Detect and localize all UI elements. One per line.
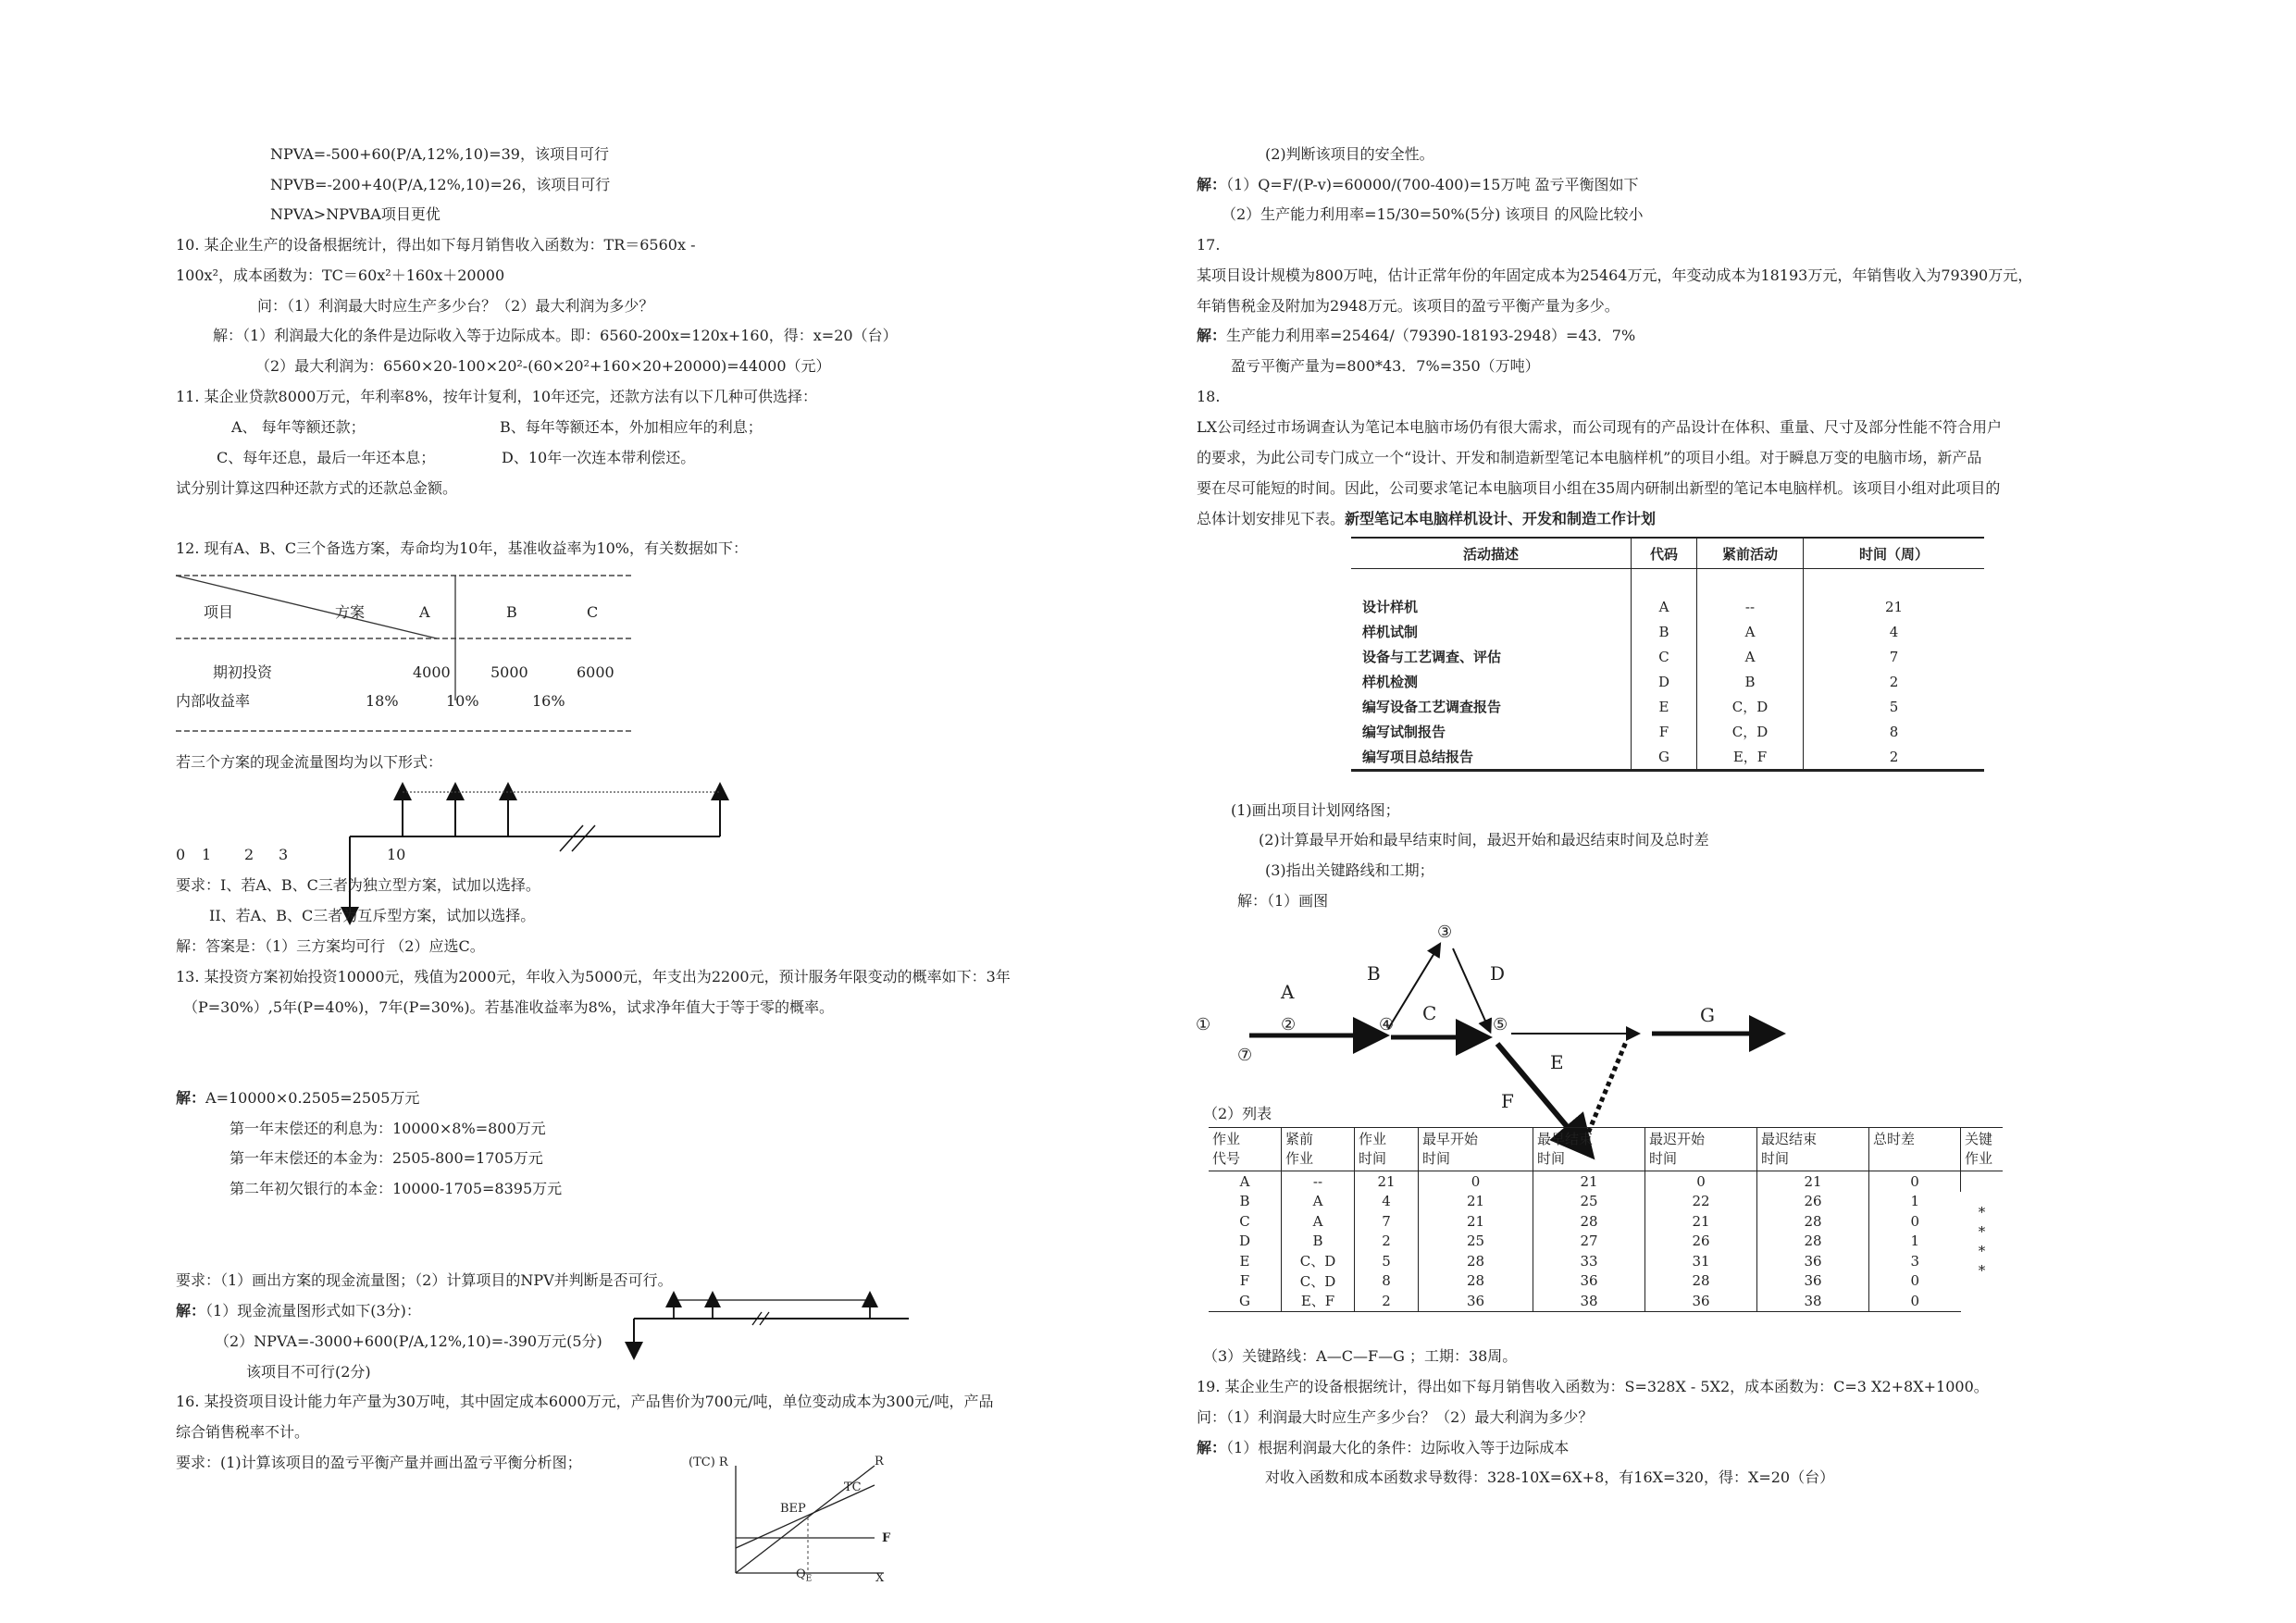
node-2: ② [1281,1015,1297,1035]
q12-col-a: A [419,603,430,621]
calc-cell: 31 [1645,1251,1757,1271]
q12-invest-label: 期初投资 [213,663,273,681]
q12-invest-a: 4000 [413,663,451,681]
calc-cell: 36 [1645,1291,1757,1311]
plan-cell-desc: 设备与工艺调查、评估 [1351,644,1632,669]
r-line-1: (2)判断该项目的安全性。 [1265,145,1434,163]
q18-task-3: (3)指出关键路线和工期； [1265,861,1434,879]
plan-header-pred: 紧前活动 [1697,538,1804,569]
bep-qe-text: Q [796,1567,806,1581]
plan-cell-time: 8 [1889,723,1899,740]
calc-cell: B [1209,1192,1282,1212]
plan-cell-desc: 编写项目总结报告 [1351,744,1632,771]
npv-requirement: 要求：（1）画出方案的现金流量图；（2）计算项目的NPV并判断是否可行。 [176,1271,673,1289]
bep-r-label: R [875,1455,884,1468]
q13-line-2: （P=30%）,5年(P=40%)，7年(P=30%)。若基准收益率为8%，试求净年值大于等于零的概率。 [183,998,835,1016]
q11-task: 试分别计算这四种还款方式的还款总金额。 [176,479,458,497]
calc-row [1209,1291,2003,1311]
plan-header-code: 代码 [1632,538,1697,569]
calc-table-header [1209,1128,2003,1171]
calc-cell: 7 [1355,1211,1419,1232]
plan-cell-pred: -- [1697,594,1804,619]
q12-irr-a: 18% [366,692,399,710]
npv-answer-label: 解： [176,1302,206,1319]
q18-number: 18. [1197,388,1221,405]
npv-line-b: NPVB=-200+40(P/A,12%,10)=26，该项目可行 [270,176,611,193]
plan-cell-code: F [1632,719,1697,744]
q12-req-1: 要求：I、若A、B、C三者为独立型方案，试加以选择。 [176,876,540,894]
calc-cell: D [1209,1232,1282,1252]
calc-cell: 21 [1419,1211,1533,1232]
q16-line-1: 16. 某投资项目设计能力年产量为30万吨，其中固定成本6000万元，产品售价为700元/吨，单位变动成本为300元/吨，产品 [176,1393,994,1410]
calc-cell: 0 [1910,1212,1920,1230]
plan-cell-code: G [1632,744,1697,771]
bep-qe-sub: E [805,1574,813,1584]
q18-line-2: 的要求，为此公司专门成立一个“设计、开发和制造新型笔记本电脑样机”的项目小组。对于瞬息万变的电脑市场，新产品 [1197,449,1982,466]
npv-answer-3: 该项目不可行(2分) [246,1363,371,1381]
q12-axis-1: 1 [202,846,212,863]
q12-irr-b: 10% [446,692,479,710]
npv-line-a: NPVA=-500+60(P/A,12%,10)=39，该项目可行 [270,145,609,163]
q11-option-b: B、每年等额还本，外加相应年的利息； [500,418,763,436]
calc-row [1209,1192,2003,1212]
calc-row [1209,1211,2003,1232]
calc-row [1209,1251,2003,1271]
calc-cell: A [1282,1192,1355,1212]
calc-row [1209,1271,2003,1292]
calc-header: 最早开始 时间 [1419,1128,1533,1171]
q13-solution-text: A=10000×0.2505=2505万元 [205,1089,420,1107]
q13-line-1: 13. 某投资方案初始投资10000元，残值为2000元，年收入为5000元，年支出为2200元，预计服务年限变动的概率如下：3年 [176,968,1011,985]
q17-number: 17. [1197,236,1221,254]
calc-cell: 26 [1757,1192,1869,1212]
q18-task-1: (1)画出项目计划网络图； [1231,801,1400,819]
plan-cell-code: E [1632,694,1697,719]
node-7: ⑦ [1237,1046,1253,1065]
q18-task-2: (2)计算最早开始和最早结束时间，最迟开始和最迟结束时间及总时差 [1259,831,1709,849]
calc-row [1209,1171,2003,1192]
plan-cell-pred: C，D [1697,719,1804,744]
q19-solution-label: 解： [1197,1439,1227,1456]
q13-solution-line-4: 第二年初欠银行的本金：10000-1705=8395万元 [230,1180,563,1197]
plan-cell-pred: B [1697,669,1804,694]
calc-cell: 0 [1910,1272,1920,1290]
calc-cell: 1 [1910,1233,1920,1250]
calc-header: 最早结束 时间 [1533,1128,1645,1171]
npv-answer-2: （2）NPVA=-3000+600(P/A,12%,10)=-390万元(5分) [215,1332,602,1350]
calc-table [1209,1127,2003,1312]
node-4: ④ [1379,1015,1395,1035]
calc-cell: C [1209,1211,1282,1232]
q12-col-head: 方案 [335,603,366,621]
bep-x-label: X [875,1571,885,1585]
q17-line-2: 年销售税金及附加为2948万元。该项目的盈亏平衡产量为多少。 [1197,297,1620,315]
calc-cell: 28 [1645,1271,1757,1292]
label-a: A [1281,981,1295,1003]
calc-cell: 21 [1533,1171,1645,1192]
q10-line-1: 10. 某企业生产的设备根据统计，得出如下每月销售收入函数为：TR＝6560x - [176,236,696,254]
calc-header: 作业 代号 [1209,1128,1282,1171]
calc-cell: 8 [1355,1271,1419,1292]
plan-cell-desc: 设计样机 [1351,594,1632,619]
q17-line-4: 盈亏平衡产量为=800*43．7%=350（万吨） [1231,357,1540,375]
arrow-d [1453,948,1488,1027]
q11-line: 11. 某企业贷款8000万元，年利率8%，按年计复利，10年还完，还款方法有以下几种可供选择： [176,388,817,405]
plan-cell-time: 4 [1889,623,1899,640]
q12-invest-b: 5000 [490,663,528,681]
q13-solution-label: 解： [176,1089,206,1107]
q12-row-head: 项目 [204,603,234,621]
calc-cell: 25 [1419,1232,1533,1252]
calc-cell: E、F [1282,1291,1355,1311]
q10-answer-1: 解：（1）利润最大化的条件是边际收入等于边际成本。即：6560-200x=120x+160，得：x=20（台） [213,327,898,344]
q12-cf-intro: 若三个方案的现金流量图均为以下形式： [176,753,443,771]
node-3: ③ [1437,923,1453,942]
bep-tc-line-label: TC [844,1481,862,1494]
bep-f-label: F [882,1531,891,1545]
npv-answer-1-text: （1）现金流量图形式如下(3分)： [205,1302,421,1319]
q19-line-4: 对收入函数和成本函数求导数得：328-10X=6X+8，有16X=320，得：X=20（台） [1265,1468,1835,1486]
q13-solution-line-3: 第一年末偿还的本金为：2505-800=1705万元 [230,1149,543,1167]
q17-line-1: 某项目设计规模为800万吨，估计正常年份的年固定成本为25464万元，年变动成本为18193万元，年销售收入为79390万元， [1197,266,2033,284]
calc-cell: 36 [1757,1251,1869,1271]
label-d: D [1490,962,1506,985]
calc-cell: -- [1282,1171,1355,1192]
calc-header: 最迟开始 时间 [1645,1128,1757,1171]
calc-row [1209,1232,2003,1252]
critical-path: （3）关键路线：A—C—F—G ；工期：38周。 [1203,1347,1518,1365]
calc-cell: 0 [1645,1171,1757,1192]
plan-header-time: 时间（周） [1804,538,1985,569]
q10-line-2: 100x²，成本函数为：TC＝60x²＋160x＋20000 [176,266,505,284]
npv-compare: NPVA>NPVBA项目更优 [270,205,441,223]
q18-line-3: 要在尽可能短的时间。因此，公司要求笔记本电脑项目小组在35周内研制出新型的笔记本电脑样机。该项目小组对此项目的 [1197,479,2001,497]
r-line-3: （2）生产能力利用率=15/30=50%(5分) 该项目 的风险比较小 [1222,205,1644,223]
plan-header-desc: 活动描述 [1351,538,1632,569]
plan-cell-time: 5 [1889,698,1899,715]
calc-cell: G [1209,1291,1282,1311]
q12-irr-label: 内部收益率 [176,692,251,710]
q17-solution-label: 解： [1197,327,1227,344]
bep-point-label: BEP [780,1502,806,1516]
calc-cell: 21 [1757,1171,1869,1192]
calc-cell: 27 [1533,1232,1645,1252]
plan-cell-pred: A [1697,644,1804,669]
calc-cell: 28 [1757,1211,1869,1232]
calc-cell: E [1209,1251,1282,1271]
plan-cell-code: B [1632,619,1697,644]
calc-cell: 36 [1419,1291,1533,1311]
calc-cell: 21 [1645,1211,1757,1232]
calc-cell: 28 [1419,1251,1533,1271]
plan-cell-code: D [1632,669,1697,694]
calc-cell: 2 [1355,1291,1419,1311]
plan-cell-desc: 样机检测 [1351,669,1632,694]
calc-cell: 2 [1355,1232,1419,1252]
label-c: C [1422,1002,1437,1024]
calc-cell: 0 [1869,1291,1961,1311]
q12-axis-0: 0 [176,846,186,863]
q18-table-title: 新型笔记本电脑样机设计、开发和制造工作计划 [1345,510,1657,527]
calc-cell: 4 [1355,1192,1419,1212]
q13-solution-line-2: 第一年末偿还的利息为：10000×8%=800万元 [230,1120,546,1137]
calc-cell: 28 [1757,1232,1869,1252]
q19-line-3 [1197,1439,1569,1457]
calc-header: 总时差 [1869,1128,1961,1171]
calc-cell: F [1209,1271,1282,1292]
q18-solution: 解：（1）画图 [1237,892,1329,910]
calc-cell: 28 [1419,1271,1533,1292]
plan-cell-time: 2 [1804,744,1985,771]
calc-cell: 36 [1757,1271,1869,1292]
calc-cell: 21 [1355,1171,1419,1192]
calc-cell: 0 [1419,1171,1533,1192]
q19-line-3-text: （1）根据利润最大化的条件：边际收入等于边际成本 [1226,1439,1570,1456]
r-line-2-text: （1）Q=F/(P-v)=60000/(700-400)=15万吨 盈亏平衡图如下 [1226,176,1639,193]
q18-line-4-text: 总体计划安排见下表。 [1197,510,1346,527]
q12-axis-10: 10 [387,846,406,863]
calc-header: 关键 作业 [1961,1128,2004,1171]
calc-header: 紧前 作业 [1282,1128,1355,1171]
calc-cell: 38 [1533,1291,1645,1311]
list-title: （2）列表 [1203,1105,1272,1122]
plan-cell-code: C [1632,644,1697,669]
calc-cell: A [1282,1211,1355,1232]
plan-cell-desc: 样机试制 [1351,619,1632,644]
node-1: ① [1196,1015,1211,1035]
arrow-dummy [1585,1042,1626,1140]
q19-line-2: 问：（1）利润最大时应生产多少台？（2）最大利润为多少？ [1197,1408,1594,1426]
calc-header: 最迟结束 时间 [1757,1128,1869,1171]
q12-irr-c: 16% [532,692,565,710]
calc-cell: 3 [1910,1252,1920,1270]
label-f: F [1501,1090,1514,1112]
q10-answer-2: （2）最大利润为：6560×20-100×20²-(60×20²+160×20+20000)=44000（元） [255,357,831,375]
label-g: G [1700,1004,1715,1026]
calc-cell: C、D [1282,1251,1355,1271]
q12-intro: 12. 现有A、B、C三个备选方案，寿命均为10年，基准收益率为10%，有关数据如下： [176,539,749,557]
label-e: E [1550,1051,1564,1073]
bep-tc-label: (TC) R [689,1456,728,1469]
plan-cell-pred: A [1697,619,1804,644]
q12-invest-c: 6000 [577,663,614,681]
calc-cell: 25 [1533,1192,1645,1212]
calc-cell: B [1282,1232,1355,1252]
calc-cell: 33 [1533,1251,1645,1271]
label-b: B [1367,962,1381,985]
q12-req-2: II、若A、B、C三者为互斥型方案，试加以选择。 [209,907,536,924]
plan-cell-time: 7 [1889,648,1899,665]
q18-line-1: LX公司经过市场调查认为笔记本电脑市场仍有很大需求，而公司现有的产品设计在体积、重量、尺寸及部分性能不符合用户 [1197,418,2003,436]
plan-cell-time: 2 [1889,673,1899,690]
q12-axis-2: 2 [244,846,254,863]
q12-col-c: C [587,603,599,621]
calc-header: 作业 时间 [1355,1128,1419,1171]
node-5: ⑤ [1493,1015,1508,1035]
q16-line-2: 综合销售税率不计。 [176,1423,310,1441]
critical-marks: * * * * [1978,1203,1986,1279]
calc-cell: 21 [1419,1192,1533,1212]
calc-cell: 38 [1757,1291,1869,1311]
plan-cell-desc: 编写设备工艺调查报告 [1351,694,1632,719]
plan-cell-code: A [1632,594,1697,619]
calc-cell: C、D [1282,1271,1355,1292]
plan-cell-pred: C，D [1697,694,1804,719]
calc-cell: 5 [1355,1251,1419,1271]
q10-question: 问：（1）利润最大时应生产多少台？（2）最大利润为多少？ [257,297,654,315]
bep-qe-label [796,1566,812,1589]
q12-col-b: B [506,603,517,621]
calc-cell: 28 [1533,1211,1645,1232]
q19-line-1: 19. 某企业生产的设备根据统计，得出如下每月销售收入函数为：S=328X - 5X2，成本函数为：C=3 X2+8X+1000。 [1197,1378,1989,1395]
plan-cell-time: 21 [1884,598,1904,615]
q12-answer: 解：答案是：（1）三方案均可行 （2）应选C。 [176,937,485,955]
q11-option-a: A、 每年等额还款； [231,418,366,436]
calc-cell: 22 [1645,1192,1757,1212]
q11-option-c: C、每年还息，最后一年还本息； [217,449,436,466]
calc-cell: 0 [1869,1171,1961,1192]
calc-cell: 26 [1645,1232,1757,1252]
r-solution-label: 解： [1197,176,1227,193]
q12-axis-3: 3 [279,846,289,863]
calc-cell: 1 [1910,1193,1920,1210]
plan-cell-pred: E，F [1697,744,1804,771]
q16-line-3: 要求：(1)计算该项目的盈亏平衡产量并画出盈亏平衡分析图； [176,1454,582,1471]
calc-cell: 36 [1533,1271,1645,1292]
q11-option-d: D、10年一次连本带利偿还。 [502,449,696,466]
plan-cell-desc: 编写试制报告 [1351,719,1632,744]
q17-line-3-text: 生产能力利用率=25464/（79390-18193-2948）=43．7% [1226,327,1636,344]
calc-cell: A [1209,1171,1282,1192]
